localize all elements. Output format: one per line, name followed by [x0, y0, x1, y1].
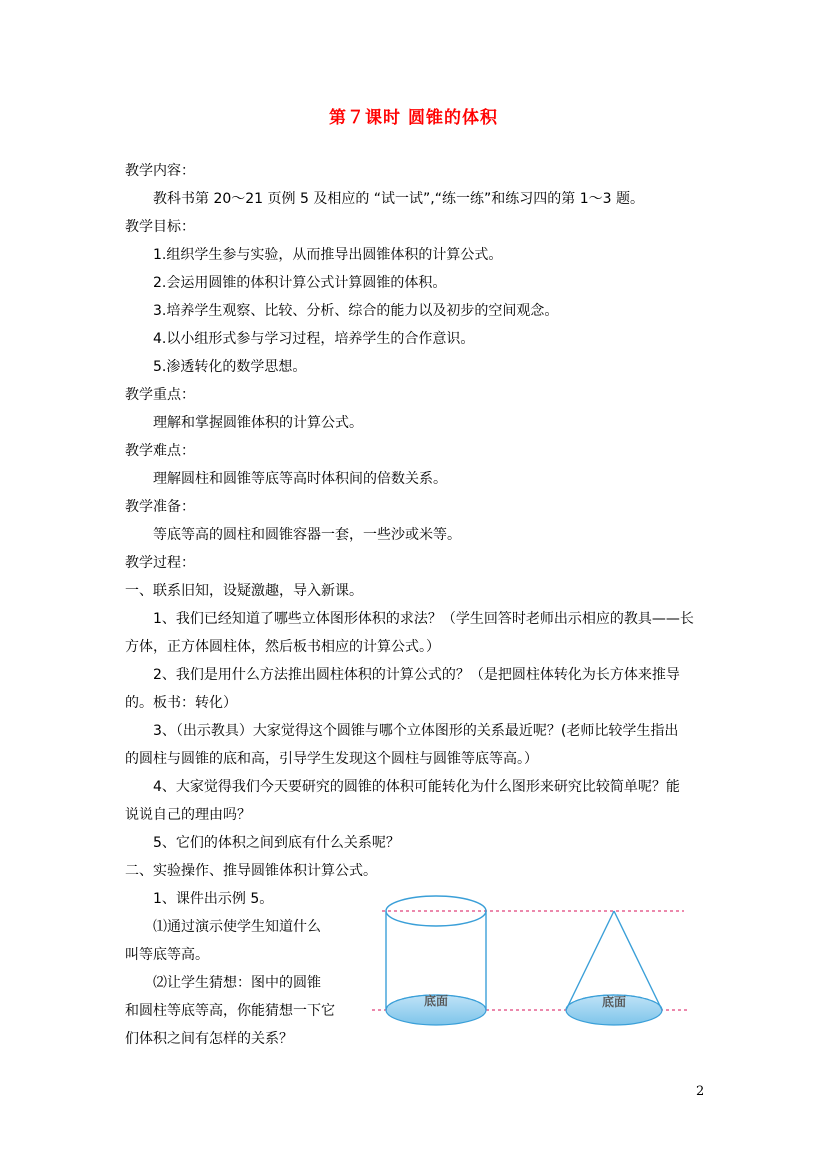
paragraph-4-line-2: 说说自己的理由吗？	[125, 807, 251, 823]
note-2-line-2: 和圆柱等底等高，你能猜想一下它	[125, 1003, 335, 1019]
section-heading-prep: 教学准备：	[125, 499, 195, 515]
goal-item: 5.渗透转化的数学思想。	[153, 359, 307, 375]
section-heading-key: 教学重点：	[125, 387, 195, 403]
prep-text: 等底等高的圆柱和圆锥容器一套，一些沙或米等。	[153, 527, 461, 543]
cylinder-base-label: 底面	[423, 994, 449, 1008]
section-heading-process: 教学过程：	[125, 555, 195, 571]
section-heading-difficulty: 教学难点：	[125, 443, 195, 459]
content-text: 教科书第 20～21 页例 5 及相应的 “试一试”,“练一练”和练习四的第 1～3 题。	[153, 191, 644, 207]
note-1-line-2: 叫等底等高。	[125, 947, 209, 963]
page-number: 2	[696, 1084, 705, 1099]
note-2-line-3: 们体积之间有怎样的关系？	[125, 1031, 293, 1047]
paragraph-4-line-1: 4、大家觉得我们今天要研究的圆锥的体积可能转化为什么图形来研究比较简单呢？能	[153, 779, 680, 795]
paragraph-2-line-2: 的。板书：转化）	[125, 695, 237, 711]
note-1-line-1: ⑴通过演示使学生知道什么	[153, 919, 321, 935]
goal-item: 3.培养学生观察、比较、分析、综合的能力以及初步的空间观念。	[153, 303, 559, 319]
goal-item: 4.以小组形式参与学习过程，培养学生的合作意识。	[153, 331, 475, 347]
section-heading-goals: 教学目标：	[125, 219, 195, 235]
step-heading-1: 一、联系旧知，设疑激趣，导入新课。	[125, 583, 363, 599]
note-2-line-1: ⑵让学生猜想：图中的圆锥	[153, 975, 321, 991]
page-title: 第７课时 圆锥的体积	[329, 108, 498, 128]
paragraph-2-line-1: 2、我们是用什么方法推出圆柱体积的计算公式的？（是把圆柱体转化为长方体来推导	[153, 667, 680, 683]
goal-item: 2.会运用圆锥的体积计算公式计算圆锥的体积。	[153, 275, 447, 291]
paragraph-5: 5、它们的体积之间到底有什么关系呢？	[153, 835, 400, 851]
key-text: 理解和掌握圆锥体积的计算公式。	[153, 415, 363, 431]
step-heading-2: 二、实验操作、推导圆锥体积计算公式。	[125, 863, 377, 879]
goal-item: 1.组织学生参与实验，从而推导出圆锥体积的计算公式。	[153, 247, 503, 263]
paragraph-1-line-1: 1、我们已经知道了哪些立体图形体积的求法？（学生回答时老师出示相应的教具——长	[153, 611, 694, 627]
difficulty-text: 理解圆柱和圆锥等底等高时体积间的倍数关系。	[153, 471, 447, 487]
paragraph-3-line-2: 的圆柱与圆锥的底和高，引导学生发现这个圆柱与圆锥等底等高。）	[125, 751, 538, 767]
paragraph-3-line-1: 3、（出示教具）大家觉得这个圆锥与哪个立体图形的关系最近呢？(老师比较学生指出	[153, 723, 679, 739]
cone-base-label: 底面	[601, 995, 627, 1009]
cylinder-cone-figure	[370, 880, 690, 1040]
paragraph-1-line-2: 方体，正方体圆柱体，然后板书相应的计算公式。）	[125, 639, 440, 655]
example-line: 1、课件出示例 5。	[153, 891, 274, 907]
section-heading-content: 教学内容：	[125, 163, 195, 179]
